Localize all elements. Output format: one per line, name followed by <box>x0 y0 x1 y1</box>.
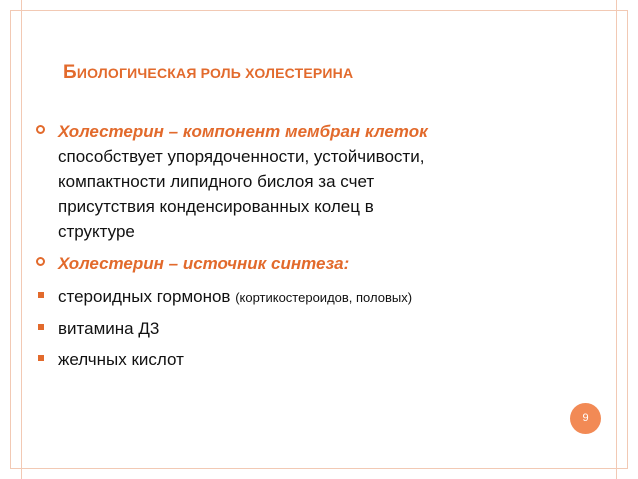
right-rule <box>616 0 617 479</box>
bullet-membrane-heading: Холестерин – компонент мембран клеток <box>58 122 428 141</box>
subitem-hormones-note: (кортикостероидов, половых) <box>235 290 413 305</box>
bullet-membrane-line: способствует упорядоченности, устойчивости, <box>58 147 425 166</box>
title-cap-2: Х <box>245 65 255 81</box>
bullet-membrane-line: структуре <box>58 222 135 241</box>
left-rule <box>21 0 22 479</box>
subitem-hormones-text: стероидных гормонов <box>58 287 236 306</box>
square-bullet-icon <box>38 324 44 330</box>
square-bullet-icon <box>38 292 44 298</box>
ring-bullet-icon <box>36 257 45 266</box>
ring-bullet-icon <box>36 125 45 134</box>
subitem-vitamin-text: витамина Д3 <box>58 319 160 338</box>
square-bullet-icon <box>38 355 44 361</box>
bullet-membrane-line: компактности липидного бислоя за счет <box>58 172 375 191</box>
slide-title <box>63 62 583 84</box>
bullet-membrane-line: присутствия конденсированных колец в <box>58 197 374 216</box>
subitem-bile-acids-text: желчных кислот <box>58 350 184 369</box>
title-cap-1: Б <box>63 62 77 83</box>
title-part-2: ОЛЕСТЕРИНА <box>254 65 354 81</box>
page-number-badge: 9 <box>570 403 601 434</box>
bullet-synthesis-heading: Холестерин – источник синтеза: <box>58 254 350 273</box>
title-part-1: ИОЛОГИЧЕСКАЯ РОЛЬ <box>76 65 246 81</box>
